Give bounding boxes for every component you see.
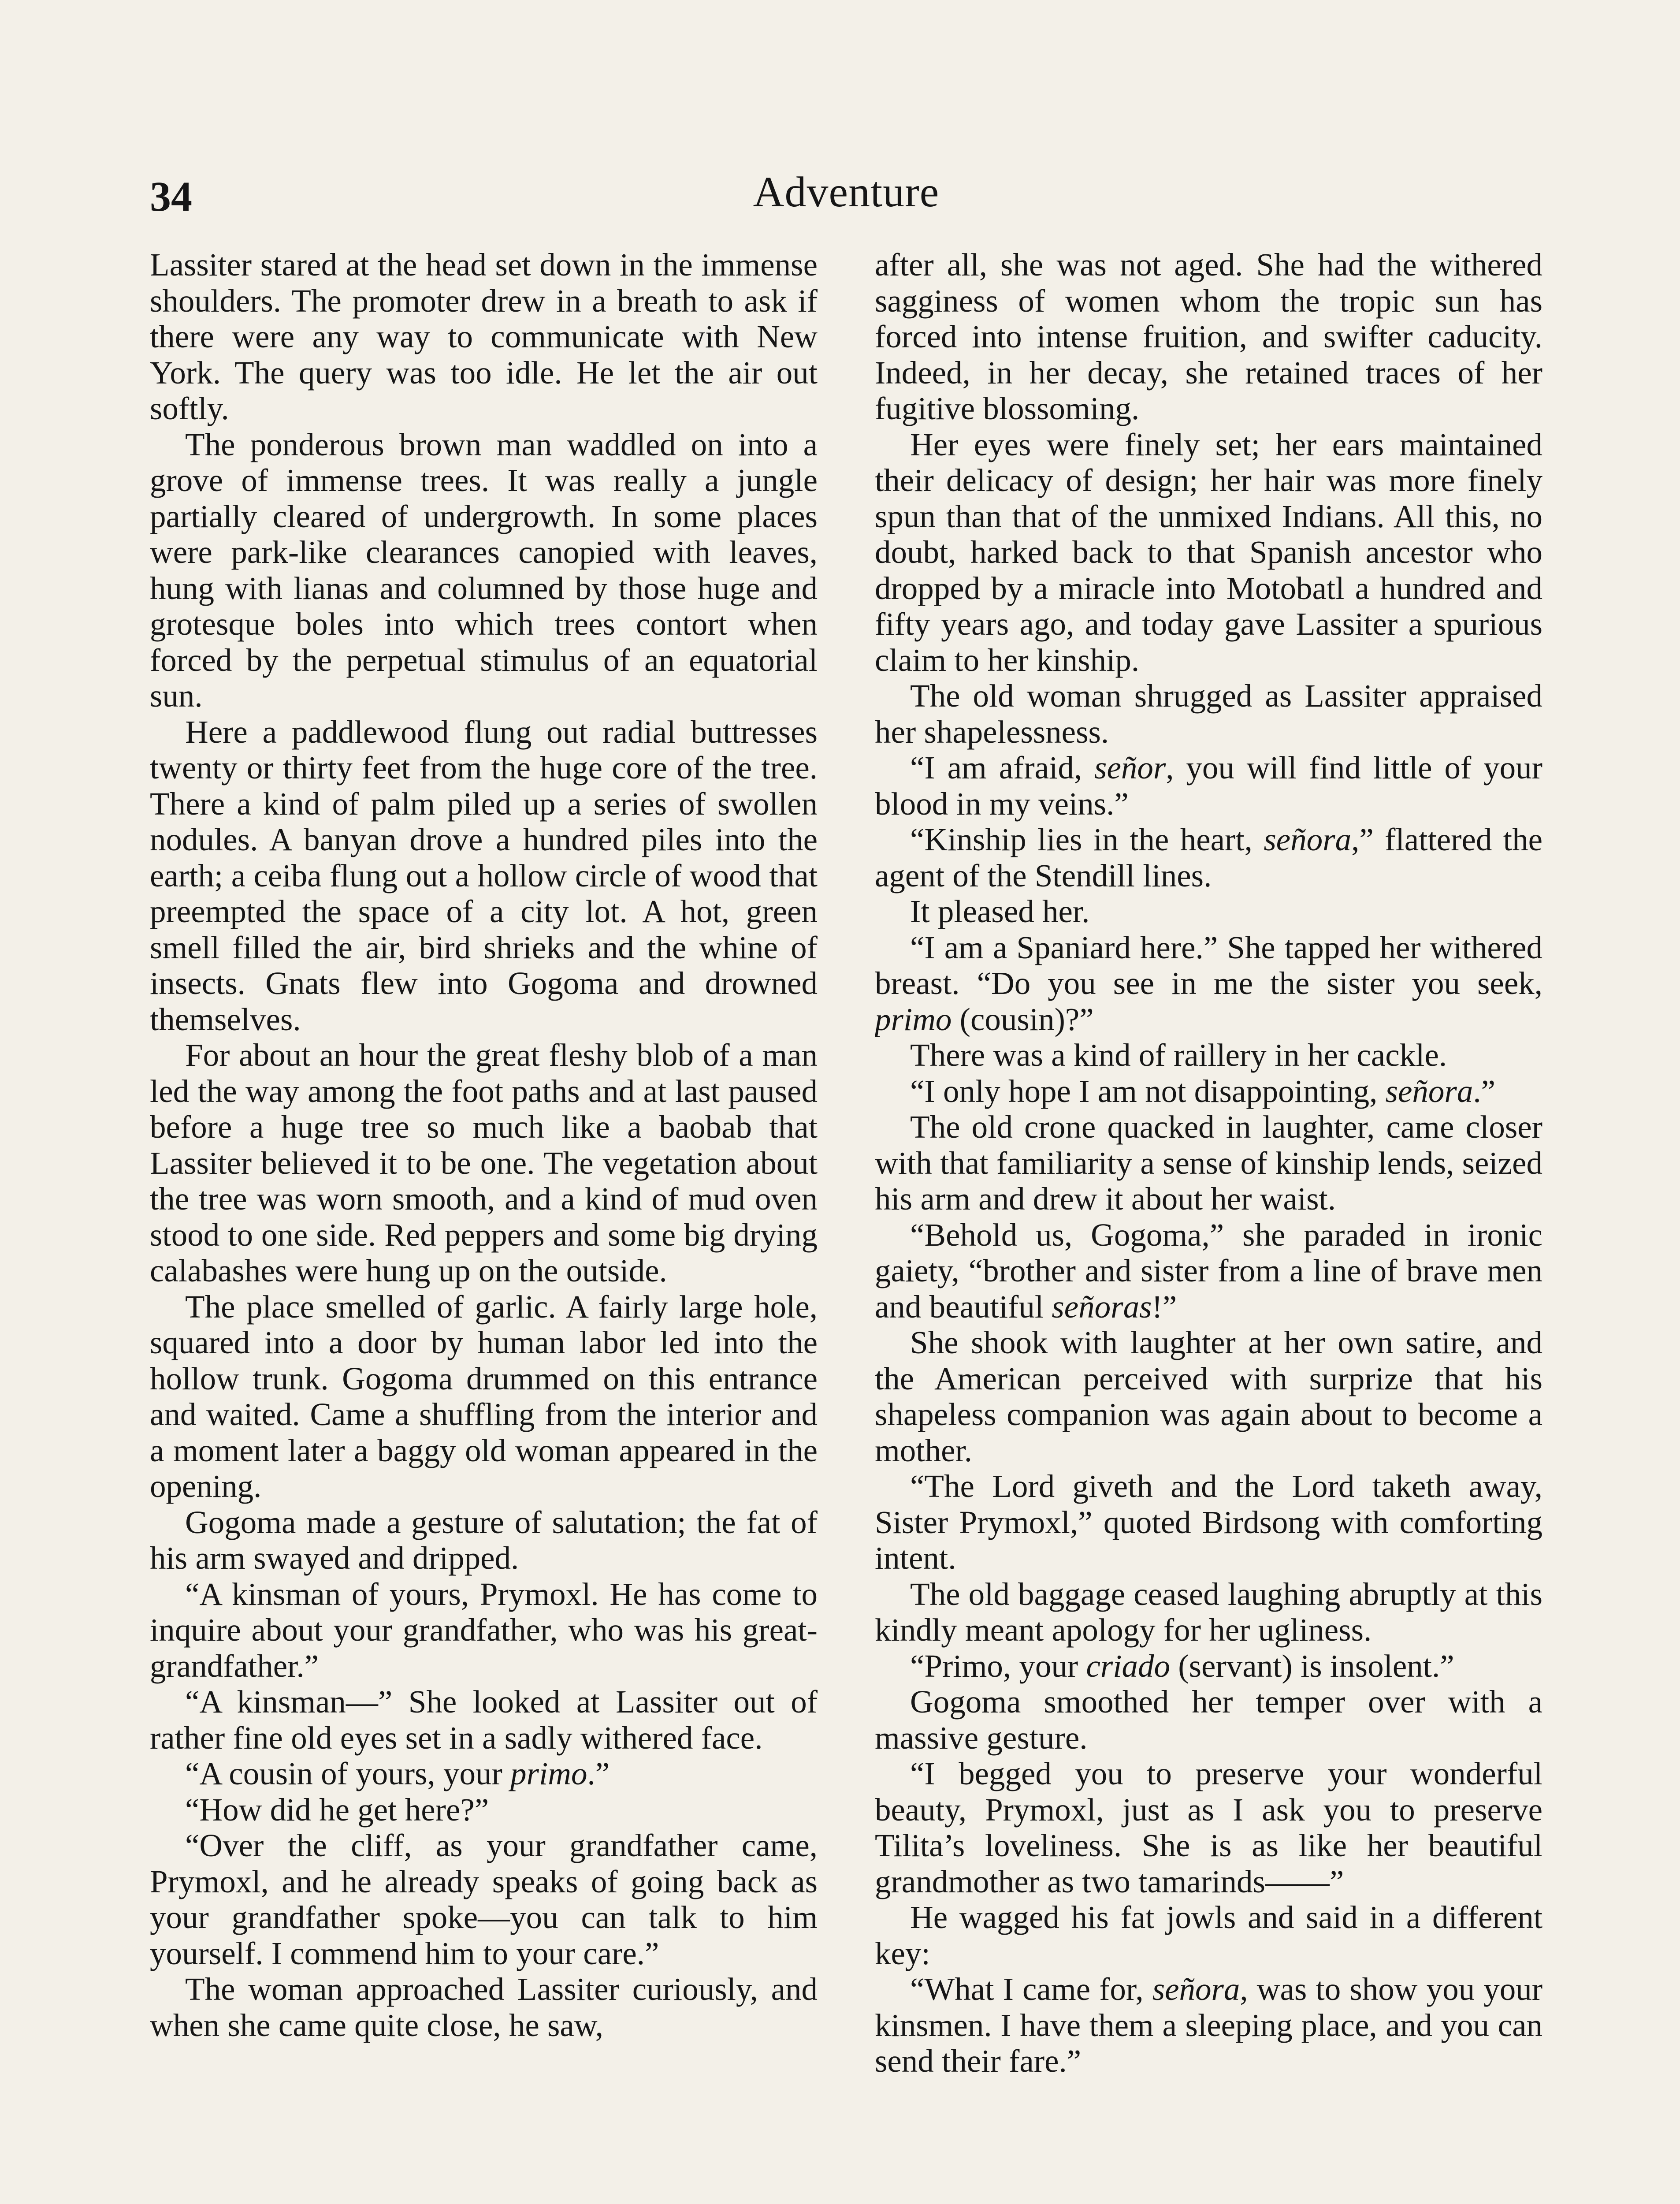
paragraph: “I am a Spaniard here.” She tapped her withered breast. “Do you see in me the sister you seek, primo (cousin)?”: [875, 929, 1542, 1037]
paragraph: “Kinship lies in the heart, señora,” flattered the agent of the Stendill lines.: [875, 822, 1542, 894]
page-number: 34: [150, 173, 192, 220]
paragraph: He wagged his fat jowls and said in a different key:: [875, 1899, 1542, 1971]
paragraph: “A kinsman of yours, Prymoxl. He has come to inquire about your grandfather, who was his great-grandfather.”: [150, 1576, 818, 1684]
paragraph: The old baggage ceased laughing abruptly at this kindly meant apology for her ugliness.: [875, 1576, 1542, 1648]
paragraph: “How did he get here?”: [185, 1791, 489, 1828]
right-column: [875, 247, 1542, 2204]
paragraph: “A cousin of yours, your primo.”: [185, 1756, 610, 1791]
paragraph: The place smelled of garlic. A fairly large hole, squared into a door by human labor led into the hollow trunk. Gogoma drummed on this entrance and waited. Came a shuffling from the interior and a moment later a baggy old woman appeared in the opening.: [150, 1288, 818, 1504]
paragraph: “Primo, your criado (servant) is insolent.”: [910, 1648, 1454, 1684]
paragraph: There was a kind of raillery in her cackle.: [910, 1037, 1447, 1073]
paragraph: Here a paddlewood flung out radial buttresses twenty or thirty feet from the huge core of the tree. There a kind of palm piled up a series of swollen nodules. A banyan drove a hundred piles into the earth; a ceiba flung out a hollow circle of wood that preempted the space of a city lot. A hot, green smell filled the air, bird shrieks and the whine of insects. Gnats flew into Gogoma and drowned themselves.: [150, 714, 818, 1037]
paragraph: The woman approached Lassiter curiously, and when she came quite close, he saw,: [150, 1971, 818, 2043]
left-column: [150, 247, 818, 2204]
paragraph: The old crone quacked in laughter, came closer with that familiarity a sense of kinship lends, seized his arm and drew it about her waist.: [875, 1109, 1542, 1217]
paragraph: “I am afraid, señor, you will find little of your blood in my veins.”: [875, 750, 1542, 822]
article-body: [150, 247, 1542, 2204]
paragraph: “A kinsman—” She looked at Lassiter out of rather fine old eyes set in a sadly withered face.: [150, 1684, 818, 1756]
paragraph: “What I came for, señora, was to show you your kinsmen. I have them a sleeping place, and you can send their fare.”: [875, 1971, 1542, 2079]
paragraph: “The Lord giveth and the Lord taketh away, Sister Prymoxl,” quoted Birdsong with comforting intent.: [875, 1468, 1542, 1576]
paragraph: after all, she was not aged. She had the withered sagginess of women whom the tropic sun has forced into intense fruition, and swifter caducity. Indeed, in her decay, she retained traces of her fugitive blossoming.: [875, 247, 1542, 426]
paragraph: For about an hour the great fleshy blob of a man led the way among the foot paths and at last paused before a huge tree so much like a baobab that Lassiter believed it to be one. The vegetation about the tree was worn smooth, and a kind of mud oven stood to one side. Red peppers and some big drying calabashes were hung up on the outside.: [150, 1037, 818, 1288]
paragraph: “Behold us, Gogoma,” she paraded in ironic gaiety, “brother and sister from a line of brave men and beautiful señoras!”: [875, 1217, 1542, 1325]
running-title: Adventure: [753, 168, 940, 216]
paragraph: She shook with laughter at her own satire, and the American perceived with surprize that his shapeless companion was again about to become a mother.: [875, 1325, 1542, 1468]
paragraph: Lassiter stared at the head set down in the immense shoulders. The promoter drew in a breath to ask if there were any way to communicate with New York. The query was too idle. He let the air out softly.: [150, 247, 818, 426]
paragraph: The ponderous brown man waddled on into a grove of immense trees. It was really a jungle partially cleared of undergrowth. In some places were park-like clearances canopied with leaves, hung with lianas and columned by those huge and grotesque boles into which trees contort when forced by the perpetual stimulus of an equatorial sun.: [150, 426, 818, 714]
paragraph: Her eyes were finely set; her ears maintained their delicacy of design; her hair was more finely spun than that of the unmixed Indians. All this, no doubt, harked back to that Spanish ancestor who dropped by a miracle into Motobatl a hundred and fifty years ago, and today gave Lassiter a spurious claim to her kinship.: [875, 426, 1542, 678]
paragraph: “I only hope I am not disappointing, señora.”: [910, 1073, 1495, 1109]
paragraph: The old woman shrugged as Lassiter appraised her shapelessness.: [875, 678, 1542, 750]
paragraph: “Over the cliff, as your grandfather came, Prymoxl, and he already speaks of going back as your grandfather spoke—you can talk to him yourself. I commend him to your care.”: [150, 1828, 818, 1971]
paragraph: It pleased her.: [910, 894, 1090, 929]
paragraph: Gogoma made a gesture of salutation; the fat of his arm swayed and dripped.: [150, 1504, 818, 1576]
paragraph: Gogoma smoothed her temper over with a massive gesture.: [875, 1684, 1542, 1756]
page-header: [150, 168, 1542, 234]
paragraph: “I begged you to preserve your wonderful beauty, Prymoxl, just as I ask you to preserve Tilita’s loveliness. She is as like her beautiful grandmother as two tamarinds——”: [875, 1756, 1542, 1899]
